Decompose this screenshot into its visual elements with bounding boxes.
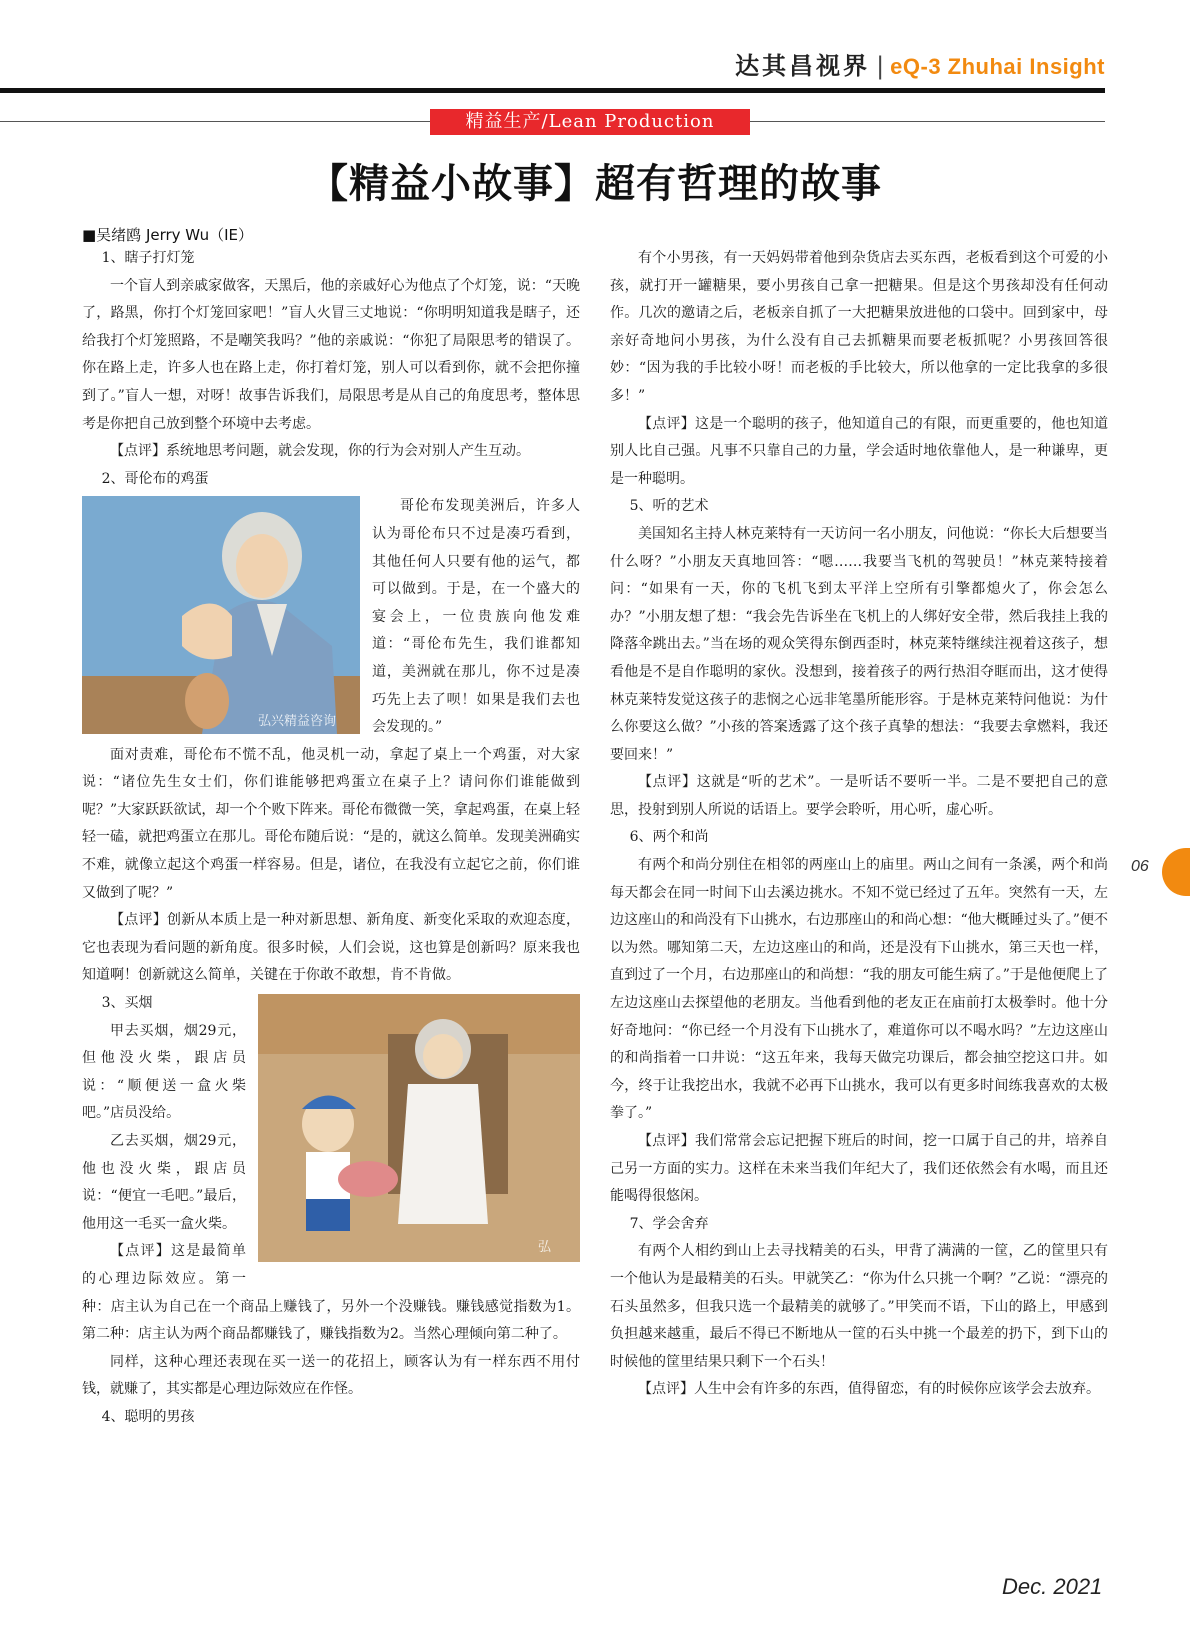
story-1-comment: 【点评】系统地思考问题，就会发现，你的行为会对别人产生互动。 <box>110 443 530 460</box>
watermark-1: 弘兴精益咨询 <box>258 714 337 730</box>
story-3-text-2: 乙去买烟，烟29元，他也没火柴，跟店员说：“便宜一毛吧。”最后，他用这一毛买一盒火柴。 <box>82 1133 246 1232</box>
page-tab <box>1162 848 1190 896</box>
page-number: 06 <box>1131 858 1149 875</box>
story-2-text: 哥伦布发现美洲后，许多人认为哥伦布只不过是凑巧看到，其他任何人只要有他的运气，都可以做到。于是，在一个盛大的宴会上，一位贵族向他发难道：“哥伦布先生，我们谁都知道，美洲就在那儿，你不过是凑巧先上去了呗！如果是我们去也会发现的。” <box>372 498 580 736</box>
story-3-wrap <box>82 990 580 1256</box>
story-3-comment: 【点评】这是最简单的心理边际效应。第一种：店主认为自己在一个商品上赚钱了，另外一个没赚钱。赚钱感觉指数为1。第二种：店主认为两个商品都赚钱了，赚钱指数为2。当然心理倾向第二种了。 <box>82 1243 580 1343</box>
story-7-text: 有两个人相约到山上去寻找精美的石头，甲背了满满的一筐，乙的筐里只有一个他认为是最精美的石头。甲就笑乙：“你为什么只挑一个啊？”乙说：“漂亮的石头虽然多，但我只选一个最精美的就够了。”甲笑而不语，下山的路上，甲感到负担越来越重，最后不得已不断地从一筐的石头中挑一个最差的扔下，到下山的时候他的筐里结果只剩下一个石头！ <box>610 1243 1108 1370</box>
brand-en: eQ-3 Zhuhai Insight <box>890 54 1105 79</box>
story-2-text-2: 面对责难，哥伦布不慌不乱，他灵机一动，拿起了桌上一个鸡蛋，对大家说：“诸位先生女士们，你们谁能够把鸡蛋立在桌子上？请问你们谁能做到呢？”大家跃跃欲试，却一个个败下阵来。哥伦布微微一笑，拿起鸡蛋，在桌上轻轻一磕，就把鸡蛋立在那儿。哥伦布随后说：“是的，就这么简单。发现美洲确实不难，就像立起这个鸡蛋一样容易。但是，诸位，在我没有立起它之前，你们谁又做到了呢？” <box>82 746 580 901</box>
story-6-comment: 【点评】我们常常会忘记把握下班后的时间，挖一口属于自己的井，培养自己另一方面的实力。这样在未来当我们年纪大了，我们还依然会有水喝，而且还能喝得很悠闲。 <box>610 1133 1108 1205</box>
story-heading-4: 4、聪明的男孩 <box>101 1408 195 1425</box>
columbus-illustration <box>82 496 360 734</box>
section-tag: 精益生产/Lean Production <box>430 109 750 135</box>
story-5-comment: 【点评】这就是“听的艺术”。一是听话不要听一半。二是不要把自己的意思，投射到别人所说的话语上。要学会聆听，用心听，虚心听。 <box>610 774 1108 818</box>
story-3-text: 甲去买烟，烟29元，但他没火柴，跟店员说：“顺便送一盒火柴吧。”店员没给。 <box>82 1022 246 1122</box>
shop-drawing <box>258 994 580 1262</box>
right-column <box>610 245 1108 1404</box>
story-heading-5: 5、听的艺术 <box>629 498 709 515</box>
story-7-comment: 【点评】人生中会有许多的东西，值得留恋，有的时候你应该学会去放弃。 <box>638 1381 1100 1398</box>
left-column <box>82 245 580 1432</box>
story-heading-6: 6、两个和尚 <box>629 829 709 846</box>
story-4-comment: 【点评】这是一个聪明的孩子，他知道自己的有限，而更重要的，他也知道别人比自己强。凡事不只靠自己的力量，学会适时地依靠他人，是一种谦卑，更是一种聪明。 <box>610 415 1108 487</box>
masthead <box>0 46 1105 86</box>
brand-separator: | <box>876 52 885 80</box>
story-heading-2: 2、哥伦布的鸡蛋 <box>101 470 209 487</box>
brand-cn: 达其昌视界 <box>735 51 871 80</box>
story-2-wrap <box>82 493 580 741</box>
columbus-drawing <box>82 496 360 734</box>
article-title: 【精益小故事】超有哲理的故事 <box>308 161 882 207</box>
header-rule <box>0 88 1105 93</box>
author-line: ■吴绪鸥 Jerry Wu（IE） <box>82 226 254 244</box>
story-2-comment: 【点评】创新从本质上是一种对新思想、新角度、新变化采取的欢迎态度，它也表现为看问题的新角度。很多时候，人们会说，这也算是创新吗？原来我也知道啊！创新就这么简单，关键在于你敢不敢想，肯不肯做。 <box>82 912 580 984</box>
story-heading-3: 3、买烟 <box>101 995 153 1012</box>
issue-date: Dec. 2021 <box>1002 1574 1103 1599</box>
story-3-text-3: 同样，这种心理还表现在买一送一的花招上，顾客认为有一样东西不用付钱，就赚了，其实都是心理边际效应在作怪。 <box>82 1353 580 1398</box>
story-6-text: 有两个和尚分别住在相邻的两座山上的庙里。两山之间有一条溪，两个和尚每天都会在同一时间下山去溪边挑水。不知不觉已经过了五年。突然有一天，左边这座山的和尚没有下山挑水，右边那座山的和尚心想：“他大概睡过头了。”便不以为然。哪知第二天，左边这座山的和尚，还是没有下山挑水，第三天也一样，直到过了一个月，右边那座山的和尚想：“我的朋友可能生病了。”于是他便爬上了左边这座山去探望他的老朋友。当他看到他的老友正在庙前打太极拳时。他十分好奇地问：“你已经一个月没有下山挑水了，难道你可以不喝水吗？”左边这座山的和尚指着一口井说：“这五年来，我每天做完功课后，都会抽空挖这口井。如今，终于让我挖出水，我就不必再下山挑水，我可以有更多时间练我喜欢的太极拳了。” <box>610 857 1108 1122</box>
story-1-text: 一个盲人到亲戚家做客，天黑后，他的亲戚好心为他点了个灯笼，说：“天晚了，路黑，你打个灯笼回家吧！”盲人火冒三丈地说：“你明明知道我是瞎子，还给我打个灯笼照路，不是嘲笑我吗？”他的亲戚说：“你犯了局限思考的错误了。你在路上走，许多人也在路上走，你打着灯笼，别人可以看到你，就不会把你撞到了。”盲人一想，对呀！故事告诉我们，局限思考是从自己的角度思考，整体思考是你把自己放到整个环境中去考虑。 <box>82 277 580 432</box>
shop-illustration <box>258 994 580 1262</box>
watermark-2: 弘 <box>538 1240 552 1256</box>
story-4-text: 有个小男孩，有一天妈妈带着他到杂货店去买东西，老板看到这个可爱的小孩，就打开一罐糖果，要小男孩自己拿一把糖果。但是这个男孩却没有任何动作。几次的邀请之后，老板亲自抓了一大把糖果放进他的口袋中。回到家中，母亲好奇地问小男孩，为什么没有自己去抓糖果而要老板抓呢？小男孩回答很妙：“因为我的手比较小呀！而老板的手比较大，所以他拿的一定比我拿的多很多！” <box>610 250 1108 404</box>
story-heading-7: 7、学会舍弃 <box>629 1215 709 1232</box>
story-heading-1: 1、瞎子打灯笼 <box>101 250 195 266</box>
story-5-text: 美国知名主持人林克莱特有一天访问一名小朋友，问他说：“你长大后想要当什么呀？”小朋友天真地回答：“嗯……我要当飞机的驾驶员！”林克莱特接着问：“如果有一天，你的飞机飞到太平洋上空所有引擎都熄火了，你会怎么办？”小朋友想了想：“我会先告诉坐在飞机上的人绑好安全带，然后我挂上我的降落伞跳出去。”当在场的观众笑得东倒西歪时，林克莱特继续注视着这孩子，想看他是不是自作聪明的家伙。没想到，接着孩子的两行热泪夺眶而出，这才使得林克莱特发觉这孩子的悲悯之心远非笔墨所能形容。于是林克莱特问他说：为什么你要这么做？”小孩的答案透露了这个孩子真挚的想法：“我要去拿燃料，我还要回来！” <box>610 525 1108 763</box>
